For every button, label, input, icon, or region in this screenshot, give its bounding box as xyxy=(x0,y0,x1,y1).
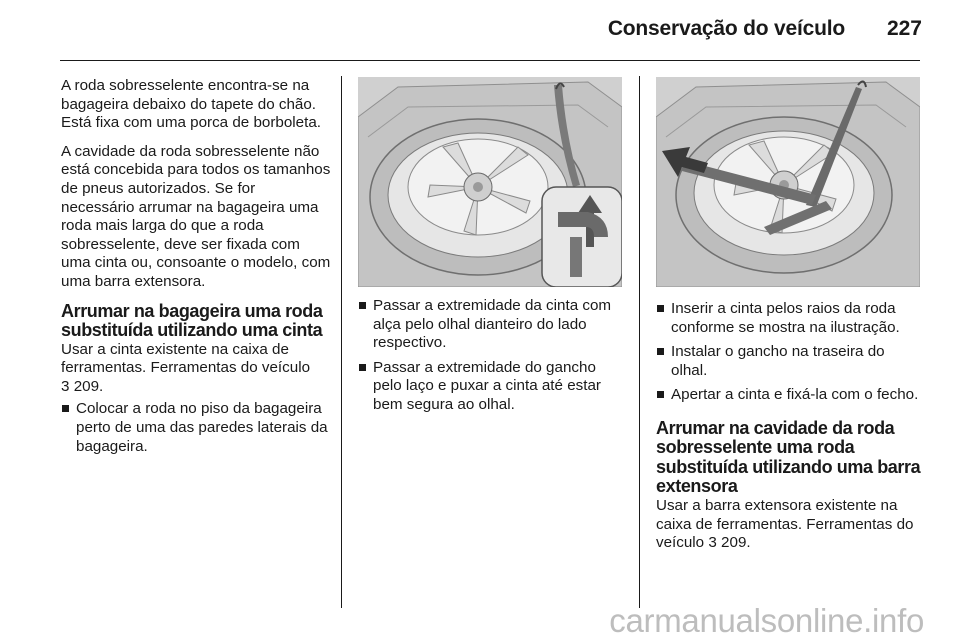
bullet-icon xyxy=(657,348,664,355)
header-rule xyxy=(60,60,920,61)
list-item: Instalar o gancho na traseira do olhal. xyxy=(656,343,924,380)
extension-bar-paragraph: Usar a barra extensora existente na caixa de ferramentas. Ferramentas do veículo 3 209. xyxy=(656,496,914,552)
list-item: Passar a extremidade do gancho pelo laço e puxar a cinta até estar bem segura ao olhal. xyxy=(358,359,626,415)
list-item: Passar a extremidade da cinta com alça pelo olhal dianteiro do lado respectivo. xyxy=(358,297,626,353)
bullet-icon xyxy=(359,302,366,309)
strap-through-spokes-illustration xyxy=(656,77,920,287)
page-ref[interactable]: 209. xyxy=(721,534,751,552)
bullet-icon xyxy=(62,405,69,412)
strap-heading: Arrumar na bagageira uma roda substituída utilizando uma cinta xyxy=(61,300,323,341)
col1-bullet-list xyxy=(61,400,331,456)
watermark: carmanualsonline.info xyxy=(609,602,924,639)
column-divider-1 xyxy=(341,76,342,608)
column-3 xyxy=(656,296,924,563)
column-1 xyxy=(61,77,331,462)
page-number: 227 xyxy=(886,17,922,40)
spare-wheel-strap-illustration xyxy=(358,77,622,287)
list-item: Apertar a cinta e fixá-la com o fecho. xyxy=(656,386,924,405)
bullet-icon xyxy=(657,305,664,312)
intro-paragraph: A roda sobresselente encontra-se na bagageira debaixo do tapete do chão. Está fixa com uma porca de borboleta. xyxy=(61,77,322,132)
page-ref[interactable]: 209. xyxy=(73,377,104,395)
list-item: Colocar a roda no piso da bagageira perto de uma das paredes laterais da bagageira. xyxy=(61,400,331,456)
bullet-icon xyxy=(657,391,664,398)
section-title: Conservação do veículo xyxy=(607,17,845,40)
cavity-paragraph: A cavidade da roda sobresselente não está concebida para todos os tamanhos de pneus autorizados. Se for necessário arrumar na bagageira uma roda mais larga do que a roda sobresselente, deve ser fixada com uma cinta ou, consoante o modelo, com uma barra extensora. xyxy=(61,142,331,290)
column-divider-2 xyxy=(639,76,640,608)
column-2 xyxy=(358,293,626,421)
page-header xyxy=(0,0,960,62)
strap-paragraph: Usar a cinta existente na caixa de ferramentas. Ferramentas do veículo 3 209. xyxy=(61,340,311,395)
illustration-1-svg xyxy=(358,77,622,287)
list-item: Inserir a cinta pelos raios da roda conforme se mostra na ilustração. xyxy=(656,300,924,337)
page-ref-arrow: 3 xyxy=(708,534,717,552)
col2-bullet-list xyxy=(358,297,626,415)
bullet-icon xyxy=(359,364,366,371)
extension-bar-heading: Arrumar na cavidade da roda sobresselente uma roda substituída utilizando uma barra extensora xyxy=(656,417,921,497)
illustration-2-svg xyxy=(656,77,920,287)
col3-bullet-list xyxy=(656,300,924,405)
page-ref-arrow: 3 xyxy=(61,377,70,395)
